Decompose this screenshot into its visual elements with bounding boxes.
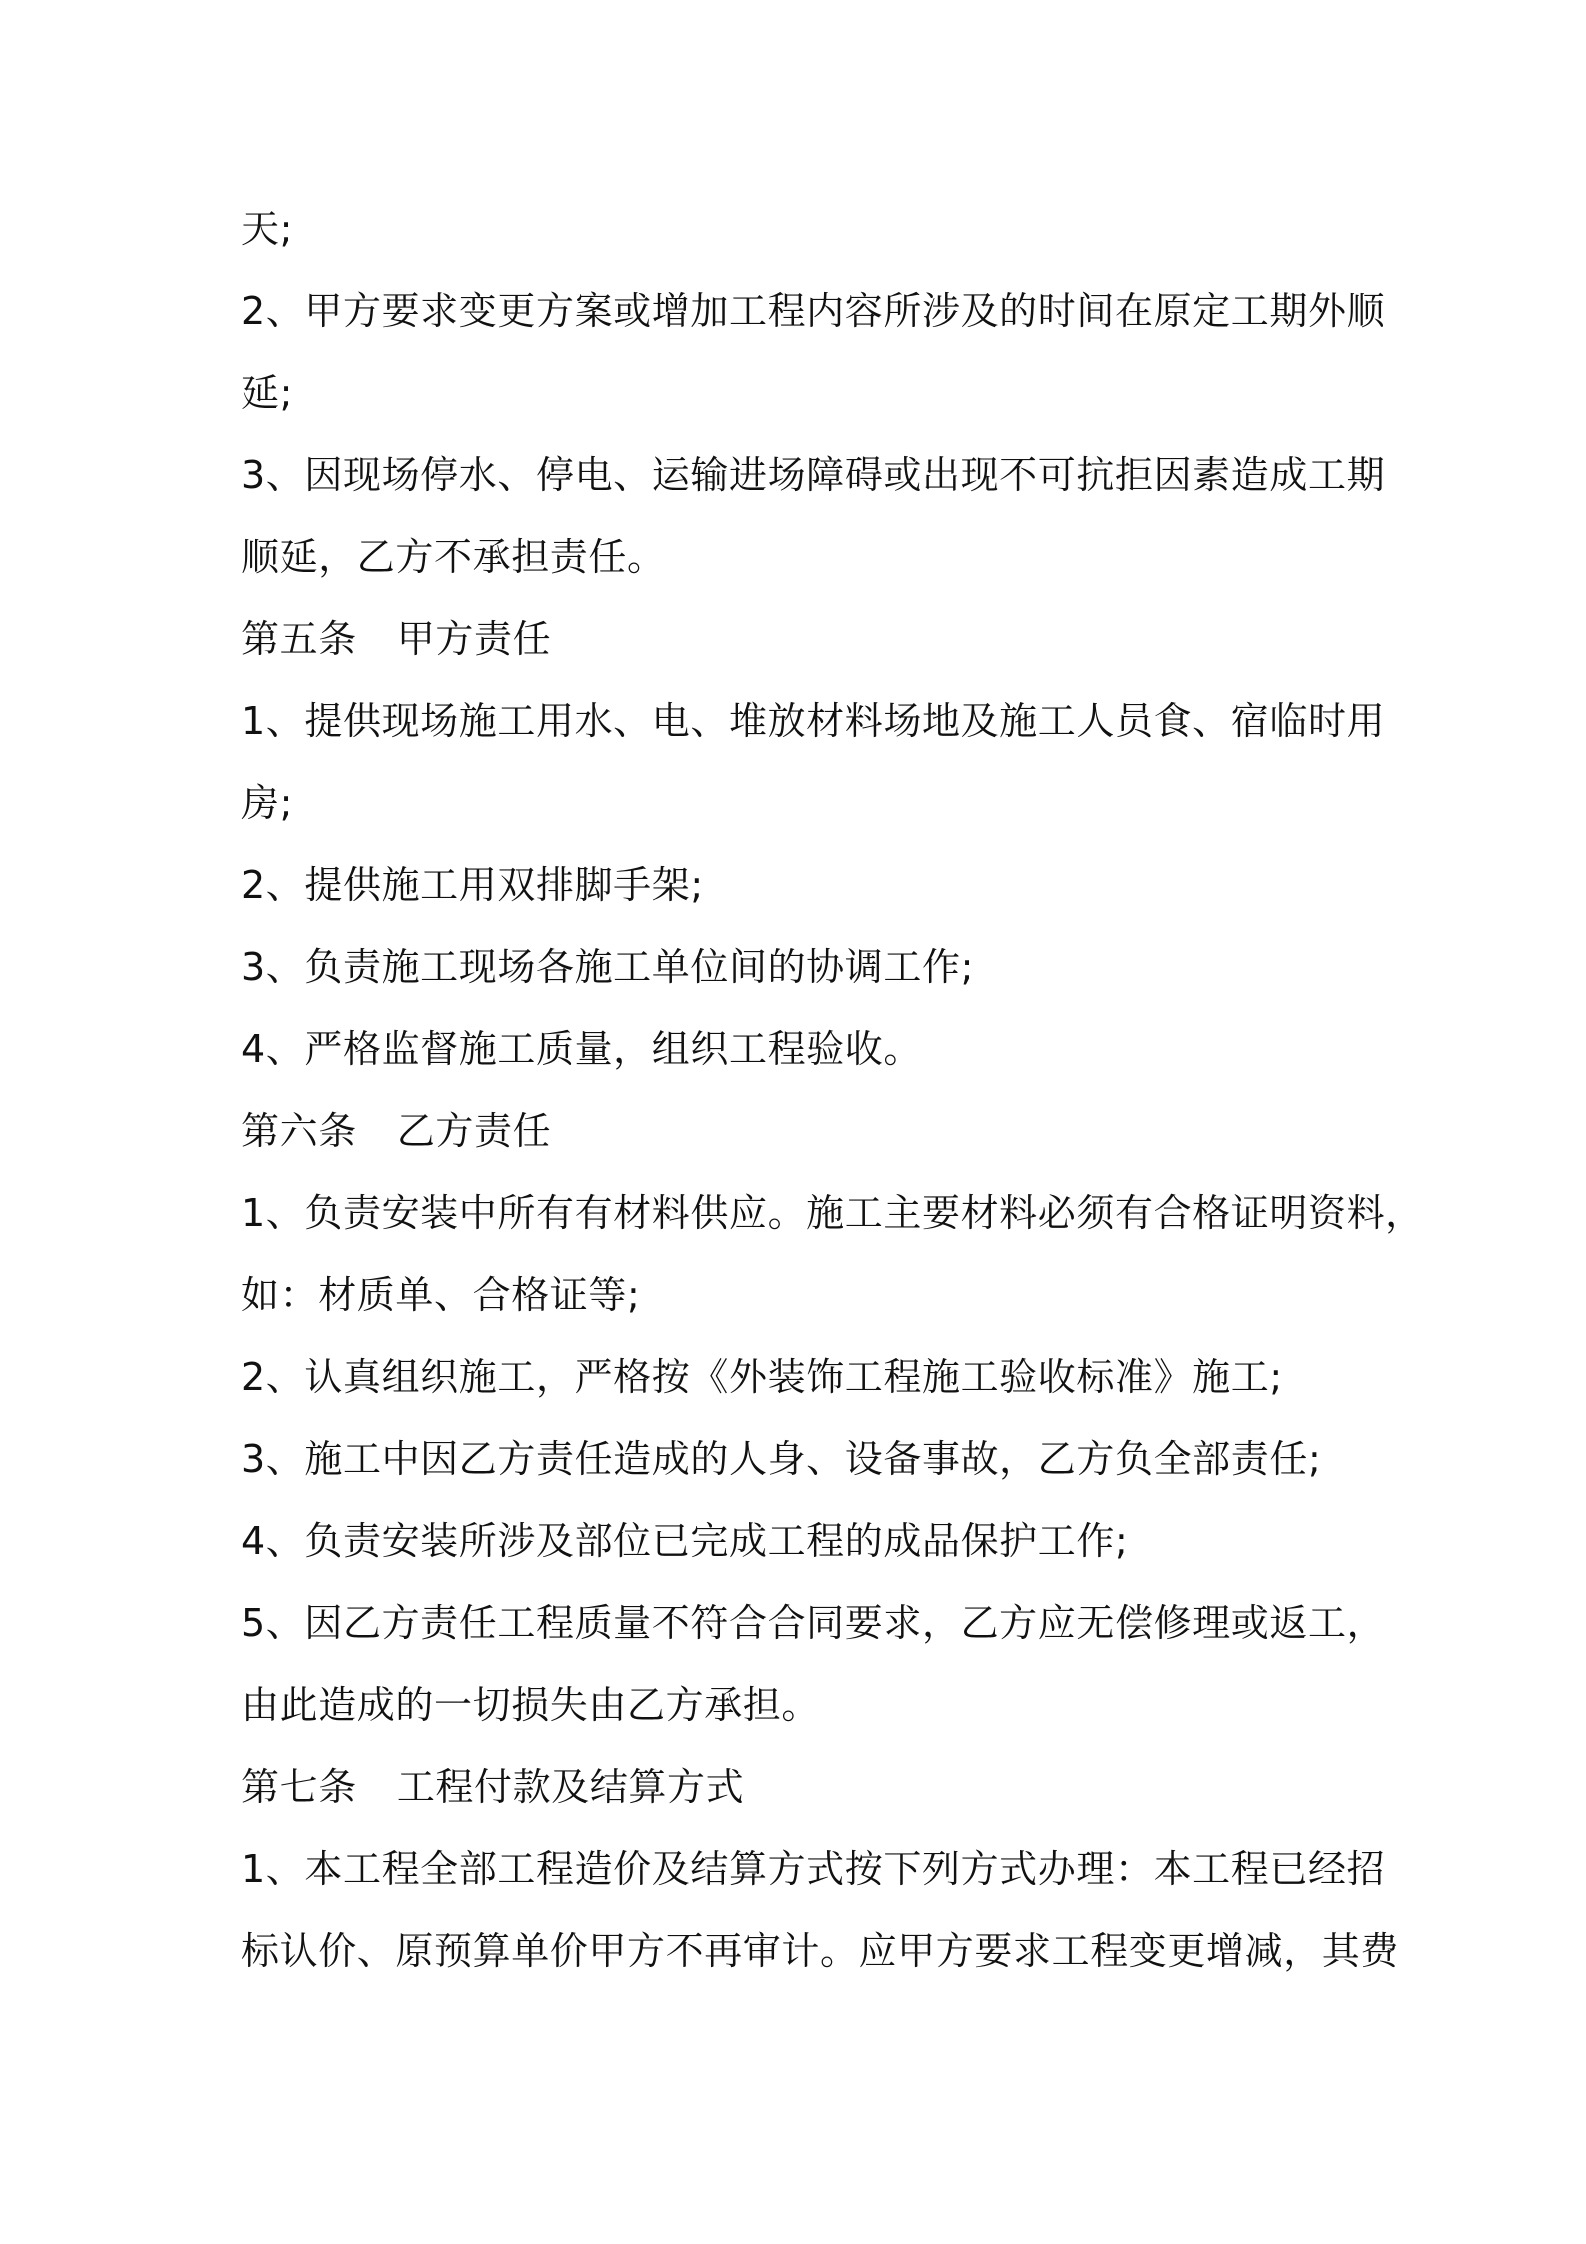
paragraph-line: 房; xyxy=(241,781,294,825)
paragraph-line: 3、施工中因乙方责任造成的人身、设备事故，乙方负全部责任; xyxy=(241,1437,1322,1481)
paragraph-line: 4、严格监督施工质量，组织工程验收。 xyxy=(241,1027,922,1071)
paragraph-line: 1、本工程全部工程造价及结算方式按下列方式办理：本工程已经招 xyxy=(241,1847,1386,1891)
paragraph-line: 天; xyxy=(241,207,294,251)
article-heading xyxy=(241,1107,551,1155)
article-title: 甲方责任 xyxy=(396,617,552,661)
paragraph-line: 延; xyxy=(241,371,294,415)
paragraph-line: 3、因现场停水、停电、运输进场障碍或出现不可抗拒因素造成工期 xyxy=(241,453,1386,497)
paragraph-line: 1、负责安装中所有有材料供应。施工主要材料必须有合格证明资料， xyxy=(241,1191,1424,1235)
paragraph-line: 标认价、原预算单价甲方不再审计。应甲方要求工程变更增减，其费 xyxy=(241,1929,1400,1973)
paragraph-line: 3、负责施工现场各施工单位间的协调工作; xyxy=(241,945,974,989)
paragraph-line: 2、提供施工用双排脚手架; xyxy=(241,863,704,907)
article-number: 第六条 xyxy=(241,1109,357,1153)
paragraph-line: 如：材质单、合格证等; xyxy=(241,1273,641,1317)
paragraph-line: 顺延，乙方不承担责任。 xyxy=(241,535,666,579)
paragraph-line: 5、因乙方责任工程质量不符合合同要求，乙方应无偿修理或返工， xyxy=(241,1601,1386,1645)
article-title: 工程付款及结算方式 xyxy=(396,1765,745,1809)
article-heading xyxy=(241,1763,744,1811)
paragraph-line: 2、甲方要求变更方案或增加工程内容所涉及的时间在原定工期外顺 xyxy=(241,289,1386,333)
article-heading xyxy=(241,615,551,663)
paragraph-line: 1、提供现场施工用水、电、堆放材料场地及施工人员食、宿临时用 xyxy=(241,699,1386,743)
paragraph-line: 由此造成的一切损失由乙方承担。 xyxy=(241,1683,821,1727)
article-title: 乙方责任 xyxy=(396,1109,552,1153)
article-number: 第五条 xyxy=(241,617,357,661)
article-number: 第七条 xyxy=(241,1765,357,1809)
paragraph-line: 4、负责安装所涉及部位已完成工程的成品保护工作; xyxy=(241,1519,1129,1563)
paragraph-line: 2、认真组织施工，严格按《外装饰工程施工验收标准》施工; xyxy=(241,1355,1283,1399)
